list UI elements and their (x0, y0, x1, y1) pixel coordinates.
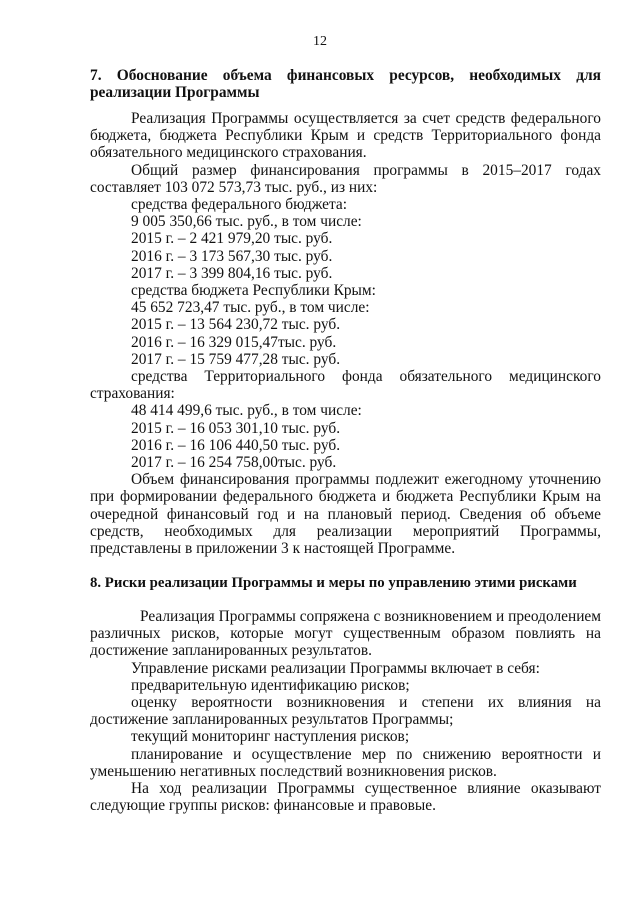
federal-budget-2015: 2015 г. – 2 421 979,20 тыс. руб. (131, 230, 333, 248)
section-7-heading-line-2: реализации Программы (90, 84, 260, 102)
risk-measure-item-2-line-2: достижение запланированных результатов Программы; (90, 711, 454, 729)
risk-measure-item-4-line-1: планирование и осуществление мер по снижению вероятности и (131, 745, 601, 763)
page-number: 12 (313, 34, 327, 49)
section-7-paragraph-1-line-1: Реализация Программы осуществляется за счет средств федерального (131, 110, 601, 127)
federal-budget-2017: 2017 г. – 3 399 804,16 тыс. руб. (131, 264, 333, 282)
section-7-heading-line-1: 7. Обоснование объема финансовых ресурсов, необходимых для (90, 67, 601, 84)
federal-budget-total: 9 005 350,66 тыс. руб., в том числе: (131, 213, 362, 231)
section-8-paragraph-1-line-2: различных рисков, которые могут существенным образом повлиять на (90, 625, 601, 643)
section-7-body (90, 110, 601, 557)
section-8 (90, 575, 601, 592)
risk-measure-item-1: предварительную идентификацию рисков; (131, 676, 410, 694)
section-7-paragraph-3-line-2: при формировании федерального бюджета и бюджета Республики Крым на (90, 488, 601, 506)
section-7-paragraph-1-line-2: бюджета, бюджета Республики Крым и средств Территориального фонда (90, 127, 601, 145)
crimea-budget-2015: 2015 г. – 13 564 230,72 тыс. руб. (131, 316, 341, 334)
section-7-paragraph-3-line-5: представлены в приложении 3 к настоящей Программе. (90, 540, 456, 558)
section-7-paragraph-3-line-1: Объем финансирования программы подлежит ежегодному уточнению (131, 471, 601, 489)
crimea-budget-title: средства бюджета Республики Крым: (131, 282, 376, 300)
crimea-budget-2017: 2017 г. – 15 759 477,28 тыс. руб. (131, 350, 341, 368)
risk-measure-item-3: текущий мониторинг наступления рисков; (131, 728, 410, 746)
crimea-budget-total: 45 652 723,47 тыс. руб., в том числе: (131, 299, 370, 317)
section-7 (90, 67, 601, 101)
section-8-heading: 8. Риски реализации Программы и меры по управлению этими рисками (90, 575, 577, 591)
territorial-fund-total: 48 414 499,6 тыс. руб., в том числе: (131, 402, 362, 420)
territorial-fund-title-line-2: страхования: (90, 385, 175, 403)
territorial-fund-2016: 2016 г. – 16 106 440,50 тыс. руб. (131, 436, 341, 454)
section-7-paragraph-2-line-1: Общий размер финансирования программы в 2015–2017 годах (131, 161, 601, 179)
section-7-paragraph-3-line-3: очередной финансовый год и на плановый период. Сведения об объеме (90, 505, 601, 523)
territorial-fund-2015: 2015 г. – 16 053 301,10 тыс. руб. (131, 419, 341, 437)
risk-measure-item-2-line-1: оценку вероятности возникновения и степени их влияния на (131, 694, 601, 712)
section-7-paragraph-3-line-4: средств, необходимых для реализации мероприятий Программы, (90, 522, 601, 540)
federal-budget-title: средства федерального бюджета: (131, 196, 347, 214)
risk-measure-item-4-line-2: уменьшению негативных последствий возникновения рисков. (90, 762, 497, 780)
section-8-paragraph-3-line-1: На ход реализации Программы существенное влияние оказывают (131, 780, 601, 798)
territorial-fund-2017: 2017 г. – 16 254 758,00тыс. руб. (131, 454, 337, 472)
section-8-body (90, 608, 601, 814)
territorial-fund-title-line-1: средства Территориального фонда обязательного медицинского (131, 368, 601, 386)
crimea-budget-2016: 2016 г. – 16 329 015,47тыс. руб. (131, 333, 337, 351)
section-8-paragraph-1-line-1: Реализация Программы сопряжена с возникновением и преодолением (140, 608, 601, 625)
federal-budget-2016: 2016 г. – 3 173 567,30 тыс. руб. (131, 247, 333, 265)
section-7-paragraph-1-line-3: обязательного медицинского страхования. (90, 144, 367, 162)
section-8-paragraph-2: Управление рисками реализации Программы включает в себя: (131, 659, 540, 677)
section-8-paragraph-3-line-2: следующие группы рисков: финансовые и правовые. (90, 797, 436, 815)
section-8-paragraph-1-line-3: достижение запланированных результатов. (90, 642, 372, 660)
section-7-paragraph-2-line-2: составляет 103 072 573,73 тыс. руб., из них: (90, 178, 378, 196)
